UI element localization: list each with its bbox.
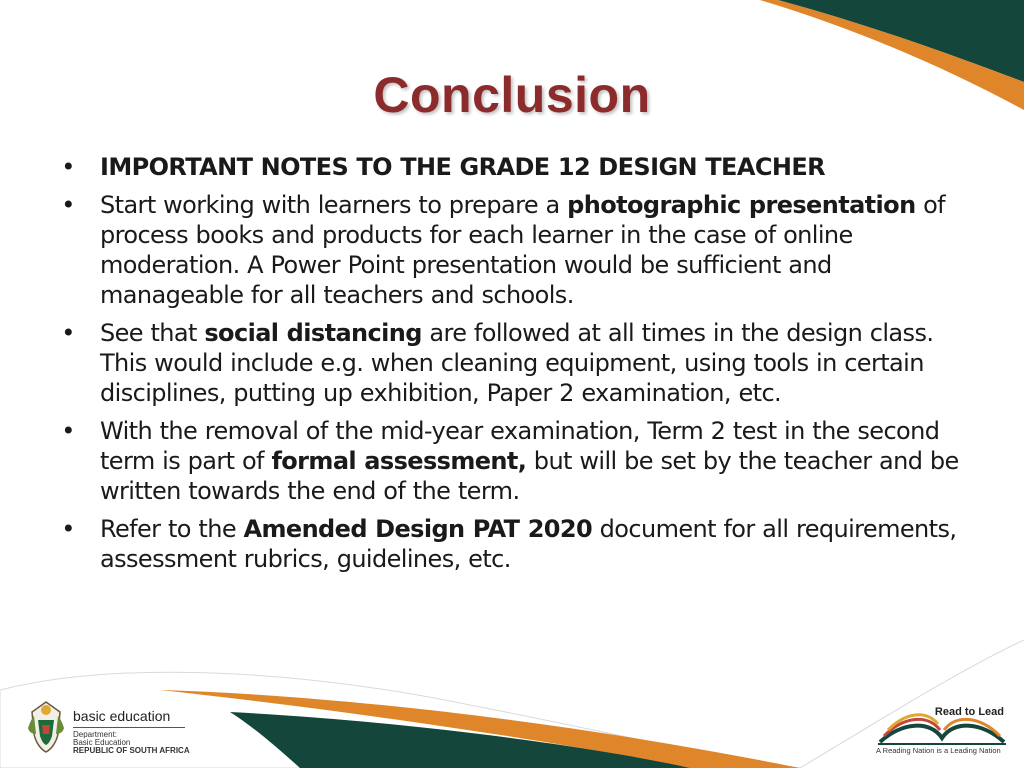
bullet-emphasis: formal assessment,	[271, 447, 527, 475]
bullet-dot: •	[61, 319, 75, 347]
basic-education-logo	[18, 694, 218, 758]
bullet-dot: •	[61, 153, 75, 181]
bullet-text: of process books and products for each learner in the case of online moderation. A Power Point presentation would be sufficient and manageable for all teachers and schools.	[100, 191, 946, 309]
read-to-lead-tagline: A Reading Nation is a Leading Nation	[876, 746, 1001, 755]
slide-title: Conclusion	[373, 67, 651, 123]
bullet-text: With the removal of the mid-year examination, Term 2 test in the second term is part of	[100, 417, 940, 475]
bullet-emphasis: photographic presentation	[567, 191, 916, 219]
bullet-text: Start working with learners to prepare a	[100, 191, 568, 219]
bullet-list	[58, 152, 968, 582]
read-to-lead-title: Read to Lead	[934, 706, 1004, 718]
bullet-text: are followed at all times in the design class. This would include e.g. when cleaning equipment, using tools in certain disciplines, putting up exhibition, Paper 2 examination, etc.	[100, 319, 934, 407]
basic-education-name: basic education	[73, 708, 171, 724]
bullet-item	[58, 318, 968, 408]
bullet-emphasis: social distancing	[204, 319, 422, 347]
bullet-dot: •	[61, 191, 75, 219]
bullet-item	[58, 152, 968, 182]
coat-of-arms-icon	[24, 698, 68, 754]
bullet-text: but will be set by the teacher and be written towards the end of the term.	[100, 447, 959, 505]
bullet-item	[58, 514, 968, 574]
bullet-item	[58, 416, 968, 506]
bullet-emphasis: Amended Design PAT 2020	[243, 515, 593, 543]
bullet-dot: •	[61, 515, 75, 543]
bullet-text: See that	[100, 319, 205, 347]
country-name: REPUBLIC OF SOUTH AFRICA	[73, 746, 190, 755]
read-to-lead-logo	[872, 700, 1012, 762]
bullet-dot: •	[61, 417, 75, 445]
bullet-item	[58, 190, 968, 310]
bullet-text: Refer to the	[100, 515, 244, 543]
department-label: Department:	[73, 730, 118, 739]
logo-divider	[73, 727, 185, 728]
department-name: Basic Education	[73, 738, 131, 747]
bullet-text: document for all requirements, assessment rubrics, guidelines, etc.	[100, 515, 957, 573]
bullet-emphasis: IMPORTANT NOTES TO THE GRADE 12 DESIGN TEACHER	[100, 153, 825, 181]
